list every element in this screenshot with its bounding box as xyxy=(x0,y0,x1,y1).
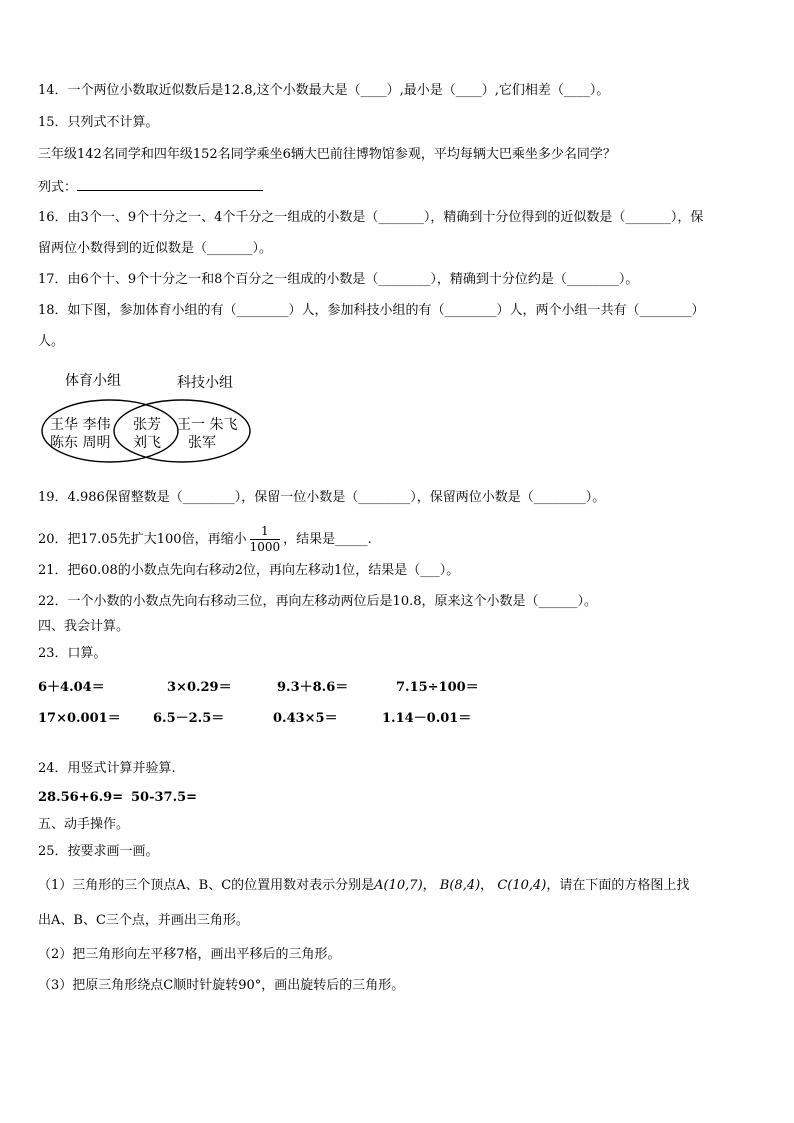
vertical-calc-item: 50-37.5= xyxy=(131,790,198,805)
question-25-part2: （2）把三角形向左平移7格，画出平移后的三角形。 xyxy=(38,947,341,962)
question-21: 21．把60.08的小数点先向右移动2位，再向左移动1位，结果是（___）。 xyxy=(38,563,460,578)
question-15-title: 15．只列式不计算。 xyxy=(38,115,159,130)
calc-item: 7.15÷100＝ xyxy=(396,680,479,695)
question-23-title: 23．口算。 xyxy=(38,646,107,661)
question-24-title: 24．用竖式计算并验算. xyxy=(38,761,176,776)
question-24-items xyxy=(38,790,598,808)
calc-item: 17×0.001＝ xyxy=(38,711,121,726)
venn-left-title: 体育小组 xyxy=(65,373,121,389)
question-17: 17．由6个十、9个十分之一和8个百分之一组成的小数是（________），精确到十分位约是（________）。 xyxy=(38,272,639,287)
question-20-prefix: 20．把17.05先扩大100倍，再缩小 xyxy=(38,532,247,547)
calc-row-1 xyxy=(38,676,598,694)
calc-row-2 xyxy=(38,707,598,725)
question-25-part3: （3）把原三角形绕点C顺时针旋转90°，画出旋转后的三角形。 xyxy=(38,978,405,993)
calc-item: 9.3＋8.6＝ xyxy=(277,680,349,695)
question-25-part1-line2: 出A、B、C三个点，并画出三角形。 xyxy=(38,913,249,928)
venn-left-name-1: 王华 李伟 xyxy=(50,417,111,433)
question-18-line2: 人。 xyxy=(38,334,65,349)
question-20 xyxy=(38,524,372,555)
question-15-answer xyxy=(38,178,263,197)
calc-item: 6＋4.04＝ xyxy=(38,680,105,695)
question-22: 22．一个小数的小数点先向右移动三位，再向左移动两位后是10.8，原来这个小数是（______）。 xyxy=(38,594,597,609)
question-20-suffix: ，结果是_____. xyxy=(283,532,372,547)
venn-middle-name-1: 张芳 xyxy=(133,417,161,433)
section-5-title: 五、动手操作。 xyxy=(38,817,130,832)
question-25-title: 25．按要求画一画。 xyxy=(38,844,159,859)
question-25-part1-line1: （1）三角形的三个顶点A、B、C的位置用数对表示分别是A(10,7)， B(8,4)， C(10,4)，请在下面的方格图上找 xyxy=(38,878,690,893)
question-15-problem: 三年级142名同学和四年级152名同学乘坐6辆大巴前往博物馆参观，平均每辆大巴乘坐多少名同学？ xyxy=(38,147,616,162)
venn-left-name-2: 陈东 周明 xyxy=(50,435,111,451)
section-4-title: 四、我会计算。 xyxy=(38,619,130,634)
question-14: 14．一个两位小数取近似数后是12.8,这个小数最大是（____）,最小是（____）,它们相差（____）。 xyxy=(38,83,610,98)
question-19: 19．4.986保留整数是（________），保留一位小数是（________），保留两位小数是（________）。 xyxy=(38,490,606,505)
point-a: A(10,7) xyxy=(374,878,423,893)
part1-text-b: ，请在下面的方格图上找 xyxy=(546,878,690,893)
question-16-line2: 留两位小数得到的近似数是（_______）。 xyxy=(38,241,273,256)
point-b: B(8,4) xyxy=(439,878,481,893)
calc-item: 1.14－0.01＝ xyxy=(382,711,472,726)
fraction xyxy=(250,524,281,555)
point-c: C(10,4) xyxy=(497,878,547,893)
calc-item: 0.43×5＝ xyxy=(273,711,338,726)
venn-right-name-1: 王一 朱飞 xyxy=(177,417,238,433)
fraction-denominator: 1000 xyxy=(249,540,281,554)
answer-label: 列式： xyxy=(38,180,78,195)
venn-right-name-2: 张军 xyxy=(188,435,216,451)
calc-item: 6.5－2.5＝ xyxy=(153,711,225,726)
question-16-line1: 16．由3个一、9个十分之一、4个千分之一组成的小数是（_______），精确到十分位得到的近似数是（_______），保 xyxy=(38,210,704,225)
calc-item: 3×0.29＝ xyxy=(167,680,232,695)
venn-diagram xyxy=(40,367,255,467)
answer-line[interactable] xyxy=(77,178,263,191)
vertical-calc-item: 28.56+6.9= xyxy=(38,790,124,805)
part1-text-a: （1）三角形的三个顶点A、B、C的位置用数对表示分别是 xyxy=(38,878,375,893)
venn-right-title: 科技小组 xyxy=(177,375,233,391)
fraction-numerator: 1 xyxy=(261,524,269,538)
question-18-line1: 18．如下图，参加体育小组的有（________）人，参加科技小组的有（________）人，两个小组一共有（________） xyxy=(38,303,705,318)
venn-middle-name-2: 刘飞 xyxy=(133,435,161,451)
